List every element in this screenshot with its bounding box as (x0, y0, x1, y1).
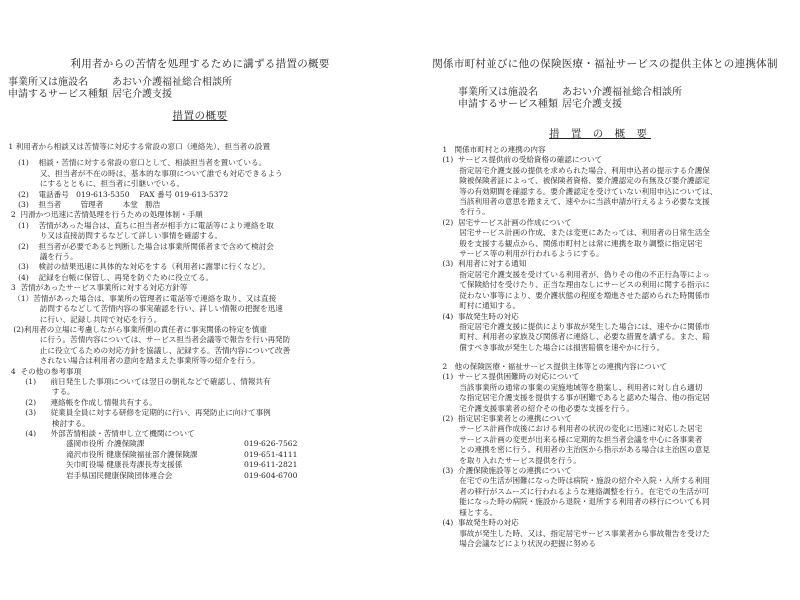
right-text-line: (1) サービス提供困難時の対応について (440, 372, 580, 382)
left-text-line: (2)利用者の立場に考慮しながら事業所側の責任者に事実関係の特定を慎重 (6, 324, 267, 334)
right-text-line: な指定居宅介護支援を提供する事が困難であると認めた場合、他の指定居 (440, 393, 710, 403)
left-text-line: (3) 従業員全員に対する研修を定期的に行い、再発防止に向けて事例 (6, 408, 271, 418)
right-text-line: (2) 指定居宅事業者との連携について (440, 414, 572, 424)
right-text-line: 般を支援する観点から、関係市町村とは常に連携を取り調整に指定居宅 (440, 238, 703, 248)
right-subtitle: 措 置 の 概 要 (549, 128, 651, 140)
right-text-line: (3) 介護保険施設等との連携について (440, 466, 572, 476)
right-text-line: 指定居宅介護支援の提供を求められた場合、利用申込者の提示する介護保 (440, 165, 710, 175)
left-text-line: (4) 外部苦情相談・苦情申し立て機関について (6, 428, 195, 438)
contact-phone: 019-626-7562 (244, 439, 298, 449)
right-text-line: (4) 事故発生時の対応 (440, 518, 519, 528)
left-text-line: (2) 担当者が必要であると判断した場合は事業所関係者まで含めて検討会 (6, 241, 274, 251)
right-document (400, 0, 800, 600)
right-text-line: (4) 事故発生時の対応 (440, 311, 519, 321)
contact-phone: 019-611-2821 (244, 460, 298, 470)
left-office-key: 事業所又は施設名 (8, 77, 88, 88)
right-text-line: (3) 利用者に対する通知 (440, 259, 527, 269)
contact-row (6, 450, 396, 460)
right-text-line: 当該利用者の意思を踏まえて、速やかに当該申請が行えるよう必要な支援 (440, 197, 710, 207)
left-text-line: (2) 連絡帳を作成し情報共有する。 (6, 397, 157, 407)
left-text-line: 3 苦情があったサービス事業所に対する対応方針等 (6, 283, 188, 293)
right-service-row (458, 98, 622, 111)
contact-row (6, 460, 396, 470)
right-office-key: 事業所又は施設名 (458, 87, 538, 98)
left-text-line: にするとともに、担当者に引継いでいる。 (6, 179, 185, 189)
right-text-line: 2 他の保険医療・福祉サービス提供主体等との連携内容について (440, 362, 667, 371)
contact-name: 岩手県国民健康保険団体連合会 (66, 470, 173, 480)
right-service-key: 申請するサービス種類 (458, 99, 558, 110)
right-text-line: (2) 居宅サービス計画の作成について (440, 217, 572, 227)
contact-name: 盛岡市役所 介護保険課 (66, 439, 145, 449)
left-lines (6, 142, 396, 439)
contact-name: 滝沢市役所 健康保険福祉部介護保険課 (66, 449, 198, 459)
left-text-line: 4 その他の参考事項 (6, 366, 82, 376)
right-text-line: (1) サービス提供前の受給資格の確認について (440, 155, 603, 165)
right-text-line: 様とする。 (440, 507, 498, 517)
right-office-value: あおい介護福祉総合相談所 (562, 87, 682, 98)
right-text-line: を行う。 (440, 207, 490, 217)
left-text-line: (3) 担当者 管理者 本堂 勝浩 (6, 200, 161, 210)
left-text-line: する。 (6, 387, 75, 397)
left-text-line: （1）苦情があった場合は、事業所の管理者に電話等で連絡を取り、又は直接 (6, 293, 277, 303)
right-lines-1 (440, 145, 794, 353)
right-text-line: 1 関係市町村との連携の内容 (440, 145, 546, 154)
right-lines-2 (440, 362, 794, 549)
left-text-line: に行い、記録し共同で対応を行う。 (6, 314, 162, 324)
contact-phone: 019-651-4111 (244, 449, 298, 459)
left-text-line: り又は直接訪問するなどして詳しい事情を確認する。 (6, 231, 223, 241)
contact-row (6, 471, 396, 481)
right-text-line: との連携を密に行う。利用者の主治医から指示がある場合は主治医の意見 (440, 445, 710, 455)
right-text-line: サービス計画作成後における利用者の状況の変化に迅速に対応した居宅 (440, 424, 703, 434)
right-text-line: 従わない事等により、要介護状態の程度を増進させた認められた時関係市 (440, 290, 710, 300)
left-text-line: 又、担当者が不在の時は、基本的な事項について誰でも対応できるよう (6, 168, 283, 178)
right-title: 関係市町村並びに他の保険医療・福祉サービスの提供主体との連携体制 (432, 58, 778, 70)
left-text-line: 議を行う。 (6, 252, 78, 262)
left-service-value: 居宅介護支援 (112, 89, 172, 100)
right-text-line: 宅介護支援事業者の紹介その他必要な支援を行う。 (440, 403, 634, 413)
left-body (6, 142, 396, 481)
right-text-line: て保険給付を受けたり、正当な理由なしにサービスの利用に関する指示に (440, 280, 710, 290)
right-text-line: 当該事業所の通常の事業の実施地域等を勘案し、利用者に対し自ら適切 (440, 382, 703, 392)
contact-name: 矢巾町役場 健康長寿課長寿支援係 (66, 460, 183, 470)
right-text-line: 能になった時の病院・施設から退院・退所する利用者の移行についても同 (440, 497, 710, 507)
left-office-value: あおい介護福祉総合相談所 (112, 77, 232, 88)
left-text-line: (1) 相談・苦情に対する常設の窓口として、相談担当者を置いている。 (6, 158, 267, 168)
right-text-line: 指定居宅介護支援を受けている利用者が、偽りその他の不正行為等によっ (440, 269, 710, 279)
left-text-line: されない場合は利用者の意向を踏まえた事業所等の紹介を行う。 (6, 356, 261, 366)
right-text-line: 在宅での生活が困難になった時は病院・施設の紹介や入院・入所する利用 (440, 476, 710, 486)
left-text-line: (3) 検討の結果迅速に具体的な対応をする（利用者に謝罪に行くなど）。 (6, 262, 271, 272)
left-subtitle: 措置の概要 (172, 110, 228, 122)
right-text-line: 者の移行がスムーズに行われるような連絡調整を行う。在宅での生活が可 (440, 486, 710, 496)
right-text-line: 償すべき事故が発生した場合には損害賠償を速やかに行う。 (440, 342, 665, 352)
left-text-line: に行う。苦情内容については、サービス担当者会議等で報告を行い再発防 (6, 335, 291, 345)
right-service-value: 居宅介護支援 (562, 99, 622, 110)
left-text-line: 1 利用者から相談又は苦情等に対応する常設の窓口（連絡先）、担当者の設置 (6, 142, 271, 151)
left-text-line: (4) 記録を台帳に保管し、再発を防ぐために役立てる。 (6, 272, 214, 282)
right-text-line: 町村、利用者の家族及び関係者に連絡し、必要な措置を講ずる。また、賠 (440, 332, 710, 342)
right-body-2 (440, 362, 794, 549)
left-text-line: 訪問するなどして苦情内容の事実確認を行い、詳しい情報の把握を迅速 (6, 304, 283, 314)
left-service-row (8, 88, 172, 101)
right-text-line: サービス等の利用が行われるようにする。 (440, 249, 604, 259)
left-text-line: 2 円滑かつ迅速に苦情処理を行うための処理体制・手順 (6, 210, 203, 220)
right-text-line: 町村に通知する。 (440, 301, 521, 311)
left-service-key: 申請するサービス種類 (8, 89, 108, 100)
right-text-line: 事故が発生した時、又は、指定居宅サービス事業者から事故報告を受けた (440, 528, 710, 538)
left-text-line: (1) 苦情があった場合は、直ちに担当者が相手方に電話等により連絡を取 (6, 220, 274, 230)
right-text-line: 場合会議などにより状況の把握に努める (440, 538, 596, 548)
left-contacts (6, 439, 396, 481)
right-text-line: 指定居宅介護支援に提供により事故が発生した場合には、速やかに関係市 (440, 321, 710, 331)
right-text-line: サービス計画の変更が出来る様に定期的な担当者会議を中心に各事業者 (440, 434, 703, 444)
right-text-line: 等の有効期間を確認する。要介護認定を受けていない利用申込については、 (440, 186, 718, 196)
contact-row (6, 439, 396, 449)
left-title: 利用者からの苦情を処理するために講ずる措置の概要 (70, 58, 330, 70)
right-text-line: 険被保険者証によって、被保険者資格、要介護認定の有無及び要介護認定 (440, 176, 710, 186)
right-text-line: 居宅サービス計画の作成、または変更にあたっては、利用者の日常生活全 (440, 228, 710, 238)
left-text-line: 検討する。 (6, 418, 90, 428)
right-body-1 (440, 145, 794, 353)
right-text-line: を取り入れたサービス提供を行う。 (440, 455, 581, 465)
contact-phone: 019-604-6700 (244, 470, 298, 480)
left-text-line: (1) 前日発生した事項については翌日の朝礼などで確認し、情報共有 (6, 376, 271, 386)
left-text-line: 止に役立てるための対応方針を協議し、記録する。苦情内容について改善 (6, 345, 291, 355)
left-text-line: (2) 電話番号 019-613-5350 FAX 番号 019-613-5372 (6, 189, 229, 199)
